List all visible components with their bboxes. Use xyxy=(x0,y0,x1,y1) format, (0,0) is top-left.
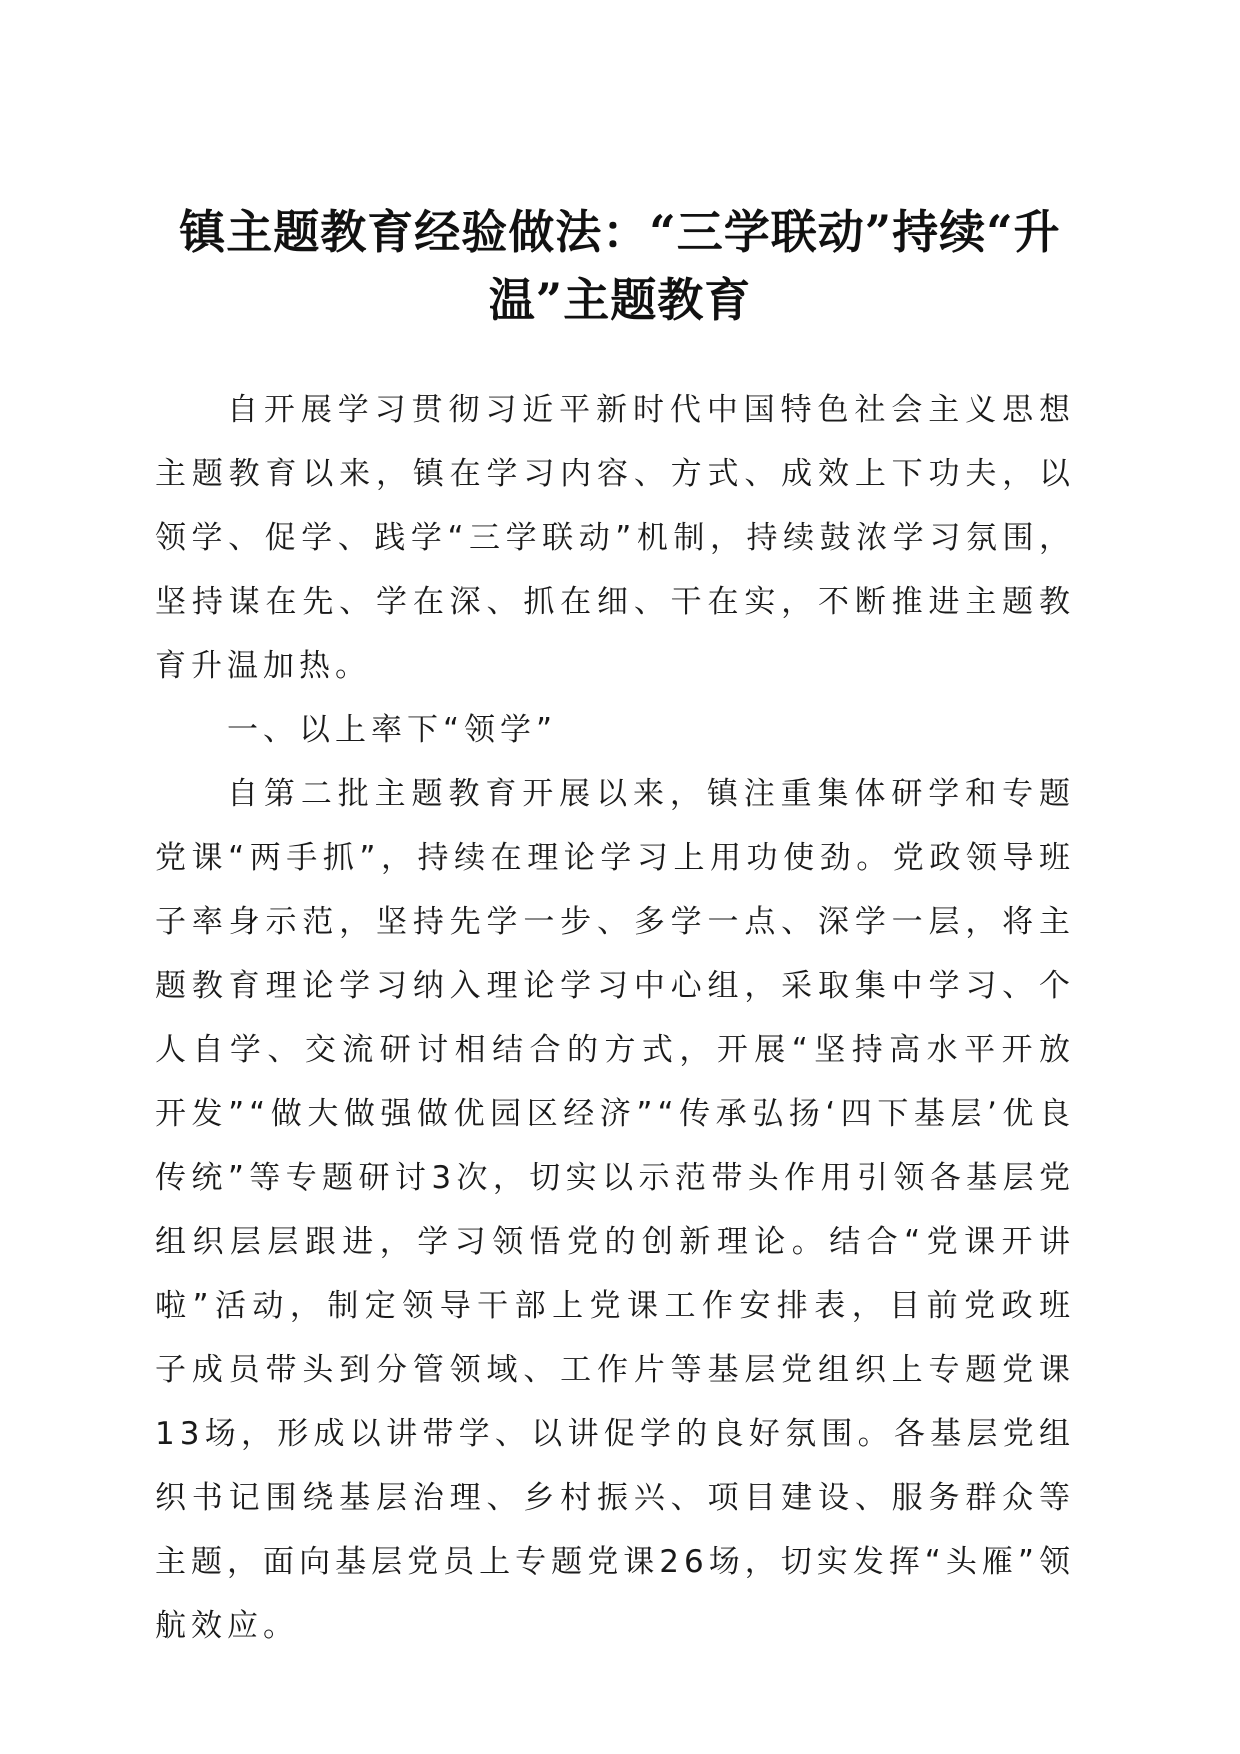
document-body xyxy=(155,378,1075,1658)
section-heading-1: 一、以上率下“领学” xyxy=(227,712,558,748)
section-1-paragraph: 自第二批主题教育开展以来，镇注重集体研学和专题党课“两手抓”，持续在理论学习上用功使劲。党政领导班子率身示范，坚持先学一步、多学一点、深学一层，将主题教育理论学习纳入理论学习中心组，采取集中学习、个人自学、交流研讨相结合的方式，开展“坚持高水平开放开发”“做大做强做优园区经济”“传承弘扬‘四下基层’优良传统”等专题研讨3次，切实以示范带头作用引领各基层党组织层层跟进，学习领悟党的创新理论。结合“党课开讲啦”活动，制定领导干部上党课工作安排表，目前党政班子成员带头到分管领域、工作片等基层党组织上专题党课13场，形成以讲带学、以讲促学的良好氛围。各基层党组织书记围绕基层治理、乡村振兴、项目建设、服务群众等主题，面向基层党员上专题党课26场，切实发挥“头雁”领航效应。 xyxy=(155,776,1075,1644)
intro-paragraph: 自开展学习贯彻习近平新时代中国特色社会主义思想主题教育以来，镇在学习内容、方式、成效上下功夫，以领学、促学、践学“三学联动”机制，持续鼓浓学习氛围，坚持谋在先、学在深、抓在细、干在实，不断推进主题教育升温加热。 xyxy=(155,392,1075,684)
document-title xyxy=(150,198,1090,334)
document-title-line-1: 镇主题教育经验做法：“三学联动”持续“升 xyxy=(179,205,1061,259)
document-title-line-2: 温”主题教育 xyxy=(488,273,752,327)
